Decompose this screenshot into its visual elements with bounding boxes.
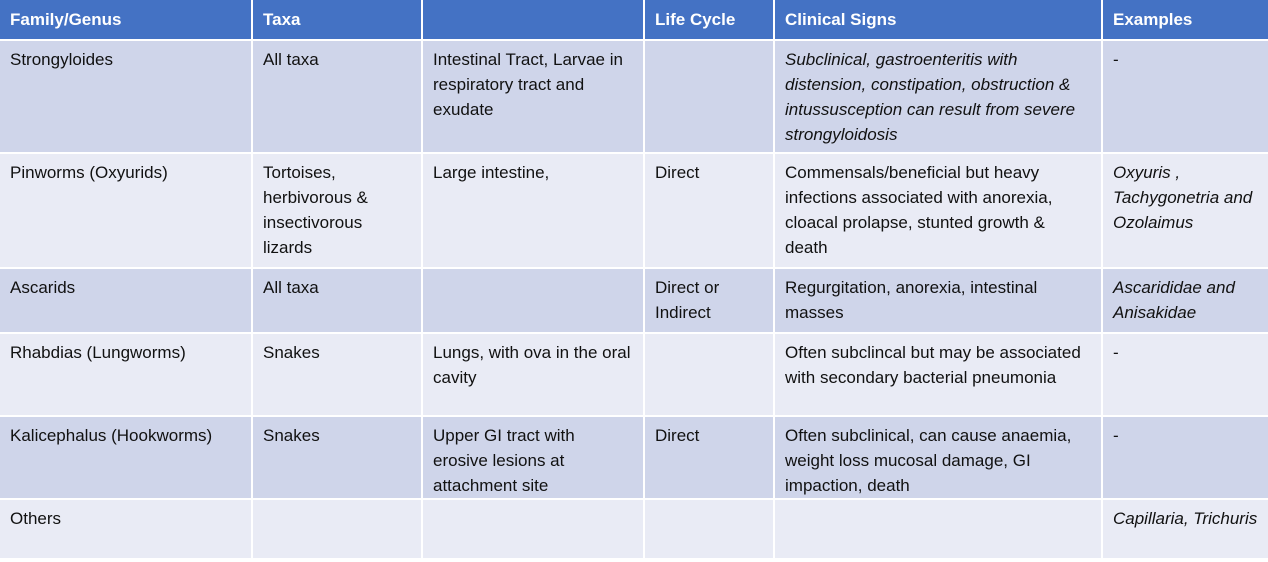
table-row: [0, 40, 1268, 153]
cell-family: Rhabdias (Lungworms): [0, 333, 252, 416]
cell-examples: Oxyuris , Tachygonetria and Ozolaimus: [1102, 153, 1268, 268]
table-row: [0, 333, 1268, 416]
cell-taxa: Snakes: [252, 416, 422, 499]
cell-taxa: Tortoises, herbivorous & insectivorous lizards: [252, 153, 422, 268]
cell-site: Lungs, with ova in the oral cavity: [422, 333, 644, 416]
header-site: [422, 0, 644, 40]
cell-clinical-signs: Often subclinical, can cause anaemia, weight loss mucosal damage, GI impaction, death: [774, 416, 1102, 499]
cell-site: Large intestine,: [422, 153, 644, 268]
cell-taxa: All taxa: [252, 40, 422, 153]
cell-taxa: Snakes: [252, 333, 422, 416]
cell-taxa: All taxa: [252, 268, 422, 333]
header-row: [0, 0, 1268, 40]
cell-site: [422, 268, 644, 333]
cell-examples: -: [1102, 416, 1268, 499]
cell-examples: Capillaria, Trichuris: [1102, 499, 1268, 559]
cell-examples: -: [1102, 333, 1268, 416]
cell-family: Strongyloides: [0, 40, 252, 153]
cell-site: [422, 499, 644, 559]
cell-family: Ascarids: [0, 268, 252, 333]
cell-site: Intestinal Tract, Larvae in respiratory tract and exudate: [422, 40, 644, 153]
table-row: [0, 268, 1268, 333]
table-row: [0, 153, 1268, 268]
cell-life-cycle: [644, 333, 774, 416]
header-family-genus: Family/Genus: [0, 0, 252, 40]
cell-family: Pinworms (Oxyurids): [0, 153, 252, 268]
cell-life-cycle: Direct or Indirect: [644, 268, 774, 333]
cell-clinical-signs: Subclinical, gastroenteritis with distension, constipation, obstruction & intussusception can result from severe strongyloidosis: [774, 40, 1102, 153]
cell-life-cycle: [644, 40, 774, 153]
header-examples: Examples: [1102, 0, 1268, 40]
cell-examples: -: [1102, 40, 1268, 153]
header-life-cycle: Life Cycle: [644, 0, 774, 40]
cell-life-cycle: Direct: [644, 153, 774, 268]
cell-family: Others: [0, 499, 252, 559]
cell-clinical-signs: Commensals/beneficial but heavy infections associated with anorexia, cloacal prolapse, stunted growth & death: [774, 153, 1102, 268]
table-row: [0, 416, 1268, 499]
header-taxa: Taxa: [252, 0, 422, 40]
cell-life-cycle: Direct: [644, 416, 774, 499]
cell-site: Upper GI tract with erosive lesions at attachment site: [422, 416, 644, 499]
cell-taxa: [252, 499, 422, 559]
cell-clinical-signs: [774, 499, 1102, 559]
header-clinical-signs: Clinical Signs: [774, 0, 1102, 40]
cell-life-cycle: [644, 499, 774, 559]
table-row: [0, 499, 1268, 559]
cell-family: Kalicephalus (Hookworms): [0, 416, 252, 499]
cell-examples: Ascarididae and Anisakidae: [1102, 268, 1268, 333]
cell-clinical-signs: Often subclincal but may be associated with secondary bacterial pneumonia: [774, 333, 1102, 416]
cell-clinical-signs: Regurgitation, anorexia, intestinal masses: [774, 268, 1102, 333]
